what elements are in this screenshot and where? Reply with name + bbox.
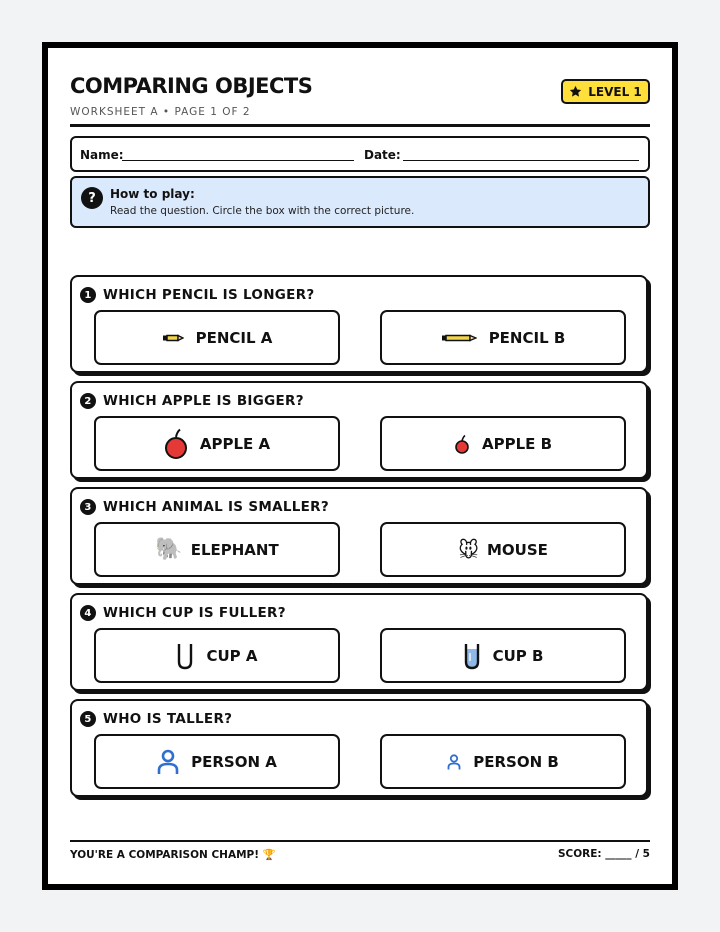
mouse-icon: 🐭: [458, 537, 479, 562]
instructions-title: How to play:: [110, 187, 195, 201]
question-number: 1: [80, 287, 96, 303]
page-subtitle: WORKSHEET A • PAGE 1 OF 2: [70, 106, 251, 118]
question-number: 2: [80, 393, 96, 409]
option-person-b[interactable]: [380, 734, 626, 789]
option-person-a[interactable]: [94, 734, 340, 789]
question-heading: [80, 393, 304, 409]
question-heading: [80, 605, 286, 621]
question-card-5: [70, 699, 648, 797]
instructions-text: Read the question. Circle the box with the correct picture.: [110, 205, 415, 217]
question-card-4: [70, 593, 648, 691]
small-apple-icon: [454, 434, 470, 454]
question-text: WHO IS TALLER?: [103, 711, 233, 727]
option-label: ELEPHANT: [190, 540, 279, 559]
level-label: LEVEL 1: [588, 84, 642, 99]
empty-cup-icon: [176, 642, 194, 670]
question-mark-icon: ?: [81, 187, 103, 209]
level-badge: [561, 79, 650, 104]
question-card-1: [70, 275, 648, 373]
option-cup-a[interactable]: [94, 628, 340, 683]
tall-person-icon: [157, 749, 179, 775]
option-cup-b[interactable]: [380, 628, 626, 683]
question-text: WHICH CUP IS FULLER?: [103, 605, 286, 621]
question-card-2: [70, 381, 648, 479]
option-label: MOUSE: [486, 540, 548, 559]
instructions-box: [70, 176, 650, 228]
option-label: APPLE B: [481, 434, 553, 453]
question-card-3: [70, 487, 648, 585]
option-apple-a[interactable]: [94, 416, 340, 471]
star-icon: [569, 85, 582, 98]
option-pencil-b[interactable]: [380, 310, 626, 365]
page-title: COMPARING OBJECTS: [70, 74, 313, 98]
short-pencil-icon: [162, 332, 184, 344]
long-pencil-icon: [441, 332, 477, 344]
worksheet-page: [42, 42, 678, 890]
option-label: CUP B: [492, 646, 544, 665]
date-field[interactable]: [403, 160, 639, 161]
full-cup-icon: [463, 642, 481, 670]
footer-message: YOU'RE A COMPARISON CHAMP! 🏆: [70, 849, 276, 861]
elephant-icon: 🐘: [155, 537, 183, 562]
question-number: 3: [80, 499, 96, 515]
question-text: WHICH ANIMAL IS SMALLER?: [103, 499, 329, 515]
option-label: PENCIL B: [488, 328, 566, 347]
header-divider: [70, 124, 650, 127]
question-heading: [80, 287, 315, 303]
question-heading: [80, 711, 232, 727]
name-date-box: [70, 136, 650, 172]
name-label: Name:: [80, 148, 124, 162]
option-label: PENCIL A: [195, 328, 273, 347]
option-label: PERSON A: [191, 752, 277, 771]
question-text: WHICH PENCIL IS LONGER?: [103, 287, 315, 303]
option-elephant[interactable]: [94, 522, 340, 577]
name-field[interactable]: [122, 160, 354, 161]
question-heading: [80, 499, 329, 515]
question-number: 4: [80, 605, 96, 621]
option-label: PERSON B: [473, 752, 559, 771]
option-pencil-a[interactable]: [94, 310, 340, 365]
short-person-icon: [447, 754, 461, 770]
question-text: WHICH APPLE IS BIGGER?: [103, 393, 304, 409]
score-field: SCORE: _____ / 5: [557, 848, 650, 860]
big-apple-icon: [164, 428, 188, 460]
date-label: Date:: [364, 148, 401, 162]
footer-divider: [70, 840, 650, 842]
option-apple-b[interactable]: [380, 416, 626, 471]
option-mouse[interactable]: [380, 522, 626, 577]
option-label: CUP A: [206, 646, 258, 665]
question-number: 5: [80, 711, 96, 727]
option-label: APPLE A: [199, 434, 271, 453]
